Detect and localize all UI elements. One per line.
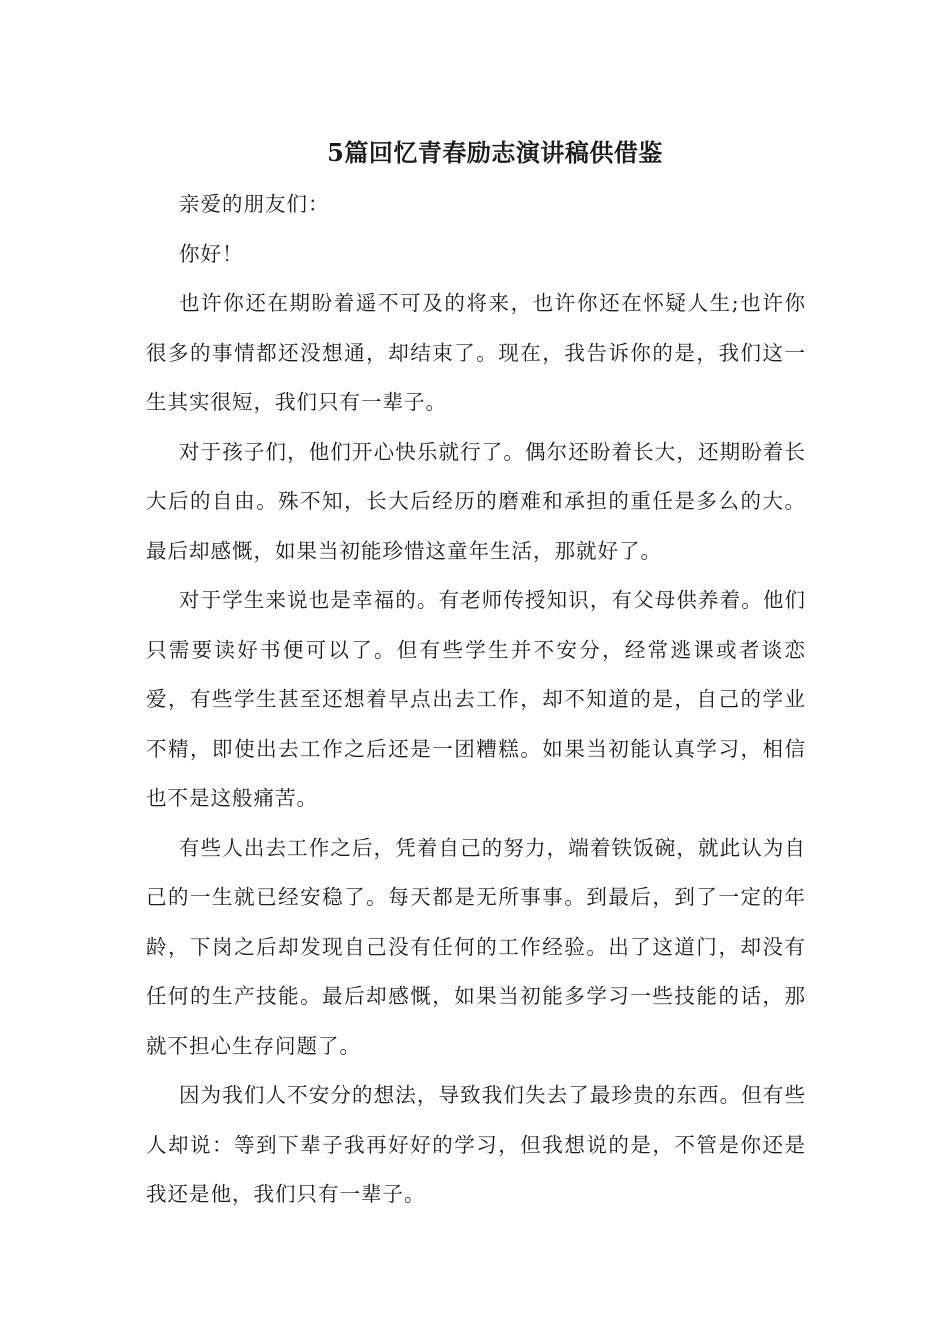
paragraph-conclusion: 因为我们人不安分的想法，导致我们失去了最珍贵的东西。但有些人却说：等到下辈子我再好好的学习，但我想说的是，不管是你还是我还是他，我们只有一辈子。 [146, 1083, 806, 1206]
paragraph-greeting: 亲爱的朋友们： [179, 192, 330, 216]
document-body [146, 180, 806, 1220]
paragraph-students: 对于学生来说也是幸福的。有老师传授知识，有父母供养着。他们只需要读好书便可以了。但有些学生并不安分，经常逃课或者谈恋爱，有些学生甚至还想着早点出去工作，却不知道的是，自己的学业不精，即使出去工作之后还是一团糟糕。如果当初能认真学习，相信也不是这般痛苦。 [146, 588, 806, 810]
paragraph-hello: 你好！ [179, 241, 244, 266]
document-title: 5篇回忆青春励志演讲稿供借鉴 [327, 138, 663, 167]
paragraph-workers: 有些人出去工作之后，凭着自己的努力，端着铁饭碗，就此认为自己的一生就已经安稳了。每天都是无所事事。到最后，到了一定的年龄，下岗之后却发现自己没有任何的工作经验。出了这道门，却没有任何的生产技能。最后却感慨，如果当初能多学习一些技能的话，那就不担心生存问题了。 [146, 835, 806, 1058]
paragraph-children: 对于孩子们，他们开心快乐就行了。偶尔还盼着长大，还期盼着长大后的自由。殊不知，长大后经历的磨难和承担的重任是多么的大。最后却感慨，如果当初能珍惜这童年生活，那就好了。 [146, 439, 806, 563]
paragraph-intro: 也许你还在期盼着遥不可及的将来，也许你还在怀疑人生;也许你很多的事情都还没想通，却结束了。现在，我告诉你的是，我们这一生其实很短，我们只有一辈子。 [146, 291, 806, 414]
